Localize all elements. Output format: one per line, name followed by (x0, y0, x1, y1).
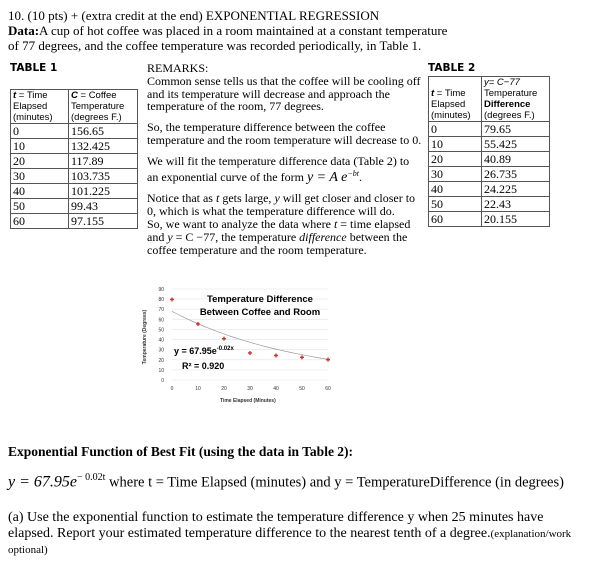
time-cell: 20 (429, 152, 482, 167)
best-fit-formula: $y = 67.95e^{- 0.02t}$ where t = Time Elapsed (minutes) and y = TemperatureDifference (in degrees) (8, 472, 564, 491)
value-cell: 22.43 (482, 197, 550, 212)
table1 (10, 89, 138, 229)
y-tick-label: 90 (158, 287, 164, 293)
y-axis-label: Temperature (Degrees) (142, 309, 148, 365)
problem-description (8, 23, 448, 53)
table2-row (429, 152, 550, 167)
y-tick-label: 10 (158, 367, 164, 374)
remarks-p5: So, we want to analyze the data where t = time elapsed and y = C −77, the temperature difference between the coffee temperature and the room temperature. (147, 216, 411, 257)
table2-row (429, 167, 550, 182)
y-tick-label: 20 (158, 357, 164, 364)
table1-row (11, 154, 138, 169)
value-cell: 55.425 (482, 137, 550, 152)
problem-title: 10. (10 pts) + (extra credit at the end) EXPONENTIAL REGRESSION (8, 8, 380, 23)
y-tick-label: 50 (158, 327, 164, 334)
header-time: t = Time Elapsed (minutes) (11, 90, 69, 124)
value-cell: 101.225 (69, 184, 138, 199)
remarks-p3: We will fit the temperature difference data (Table 2) to an exponential curve of the form y = A $e^{-bt}$. (147, 153, 410, 185)
header-temp-difference: y= C−77 Temperature Difference (degrees F.) (482, 77, 550, 122)
time-cell: 30 (11, 169, 69, 184)
table2-row (429, 122, 550, 137)
x-tick-label: 40 (273, 386, 279, 392)
value-cell: 132.425 (69, 139, 138, 154)
value-cell: 117.89 (69, 154, 138, 169)
time-cell: 0 (11, 124, 69, 139)
x-tick-label: 0 (170, 386, 174, 392)
value-cell: 40.89 (482, 152, 550, 167)
y-tick-label: 60 (158, 317, 164, 324)
chart-r-squared: R² = 0.920 (182, 361, 225, 371)
table2 (428, 76, 550, 227)
remarks (147, 62, 422, 264)
data-point (170, 297, 174, 301)
header-time: t = Time Elapsed (minutes) (429, 77, 482, 122)
data-point (196, 322, 200, 326)
time-cell: 30 (429, 167, 482, 182)
data-text: A cup of hot coffee was placed in a room maintained at a constant temperature of 77 degrees, and the coffee temperature was recorded periodically, in Table 1. (8, 23, 448, 53)
data-point (326, 358, 330, 362)
x-tick-label: 50 (299, 386, 305, 392)
y-tick-label: 80 (158, 297, 164, 304)
table2-row (429, 182, 550, 197)
data-point (274, 354, 278, 358)
chart-equation: $y = 67.95e^{-0.02x}$ (174, 346, 234, 356)
table1-row (11, 139, 138, 154)
x-tick-label: 20 (221, 386, 227, 392)
chart-title: Temperature Difference Between Coffee and Room (199, 294, 321, 318)
data-point (300, 355, 304, 359)
bottom-heading: Exponential Function of Best Fit (using the data in Table 2): (8, 444, 354, 459)
value-cell: 99.43 (69, 199, 138, 214)
question-a: (a) Use the exponential function to estimate the temperature difference y when 25 minutes have elapsed. Report your estimated temperature difference to the nearest tenth of a degree.(explanation/work optional) (8, 510, 572, 556)
y-tick-label: 0 (161, 378, 164, 384)
remarks-p2: So, the temperature difference between the coffee temperature and the room temperature will decrease to 0. (147, 120, 422, 147)
header-coffee-temp: C = Coffee Temperature (degrees F.) (69, 90, 138, 124)
table1-row (11, 184, 138, 199)
time-cell: 10 (11, 139, 69, 154)
time-cell: 50 (429, 197, 482, 212)
table2-row (429, 197, 550, 212)
table2-row (429, 137, 550, 152)
x-tick-label: 10 (195, 386, 201, 392)
remarks-title: REMARKS: (147, 61, 209, 75)
value-cell: 26.735 (482, 167, 550, 182)
value-cell: 24.225 (482, 182, 550, 197)
table1-row (11, 214, 138, 229)
data-point (248, 351, 252, 355)
value-cell: 79.65 (482, 122, 550, 137)
y-tick-label: 70 (158, 307, 164, 314)
table2-label: TABLE 2 (428, 62, 476, 74)
remarks-p4: Notice that as t gets large, y will get closer and closer to 0, which is what the temperature difference will do. (147, 191, 416, 219)
y-tick-label: 40 (158, 337, 164, 344)
table1-header (11, 90, 138, 124)
data-point (222, 337, 226, 341)
time-cell: 40 (429, 182, 482, 197)
table1-row (11, 124, 138, 139)
value-cell: 97.155 (69, 214, 138, 229)
value-cell: 20.155 (482, 212, 550, 227)
value-cell: 103.735 (69, 169, 138, 184)
time-cell: 0 (429, 122, 482, 137)
value-cell: 156.65 (69, 124, 138, 139)
time-cell: 60 (11, 214, 69, 229)
time-cell: 10 (429, 137, 482, 152)
table2-row (429, 212, 550, 227)
time-cell: 50 (11, 199, 69, 214)
data-label: Data: (8, 23, 40, 38)
table2-header (429, 77, 550, 122)
x-tick-label: 30 (247, 386, 253, 392)
x-axis-label: Time Elapsed (Minutes) (220, 398, 276, 404)
time-cell: 40 (11, 184, 69, 199)
table1-label: TABLE 1 (10, 62, 58, 74)
time-cell: 60 (429, 212, 482, 227)
table1-row (11, 169, 138, 184)
x-tick-label: 60 (325, 386, 331, 392)
table1-row (11, 199, 138, 214)
y-tick-label: 30 (158, 347, 164, 354)
time-cell: 20 (11, 154, 69, 169)
remarks-p1: Common sense tells us that the coffee will be cooling off and its temperature will decrease and approach the temperature of the room, 77 degrees. (147, 73, 421, 114)
problem-header (8, 8, 448, 53)
